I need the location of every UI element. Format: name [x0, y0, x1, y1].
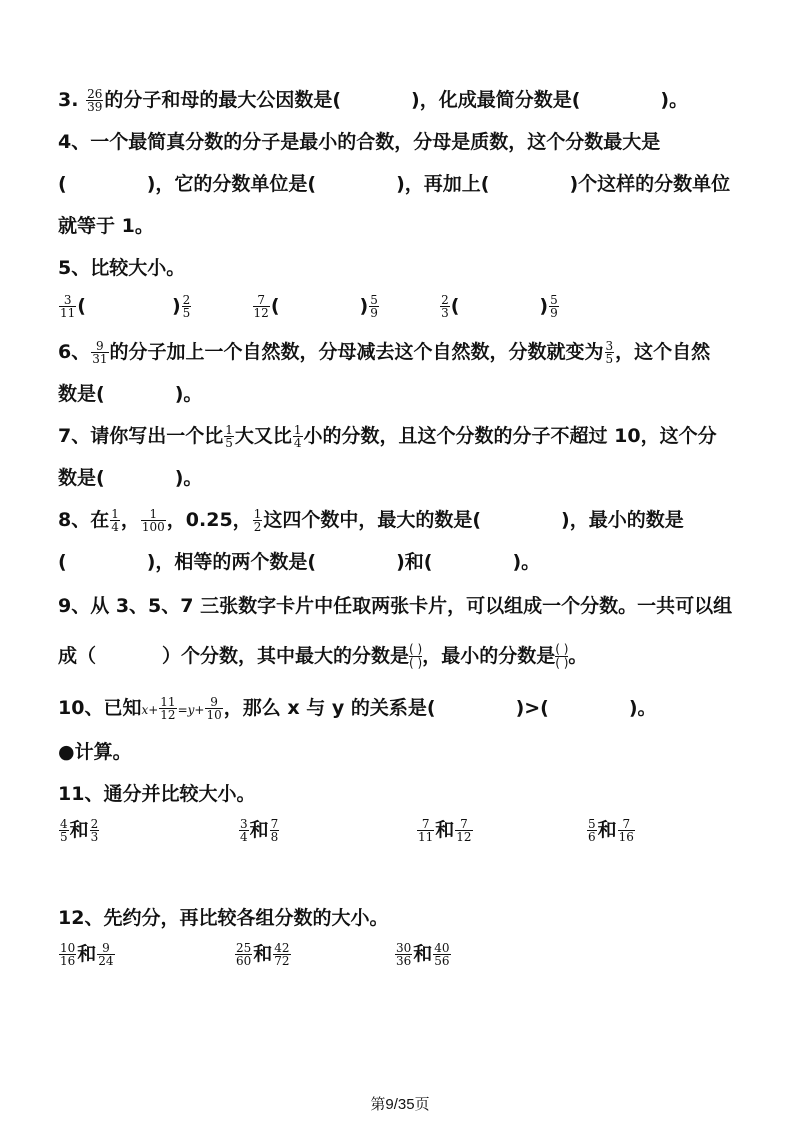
question-text: 9、从 3、5、7 三张数字卡片中任取两张卡片，可以组成一个分数。一共可以组 [58, 595, 733, 617]
question-text: 4、一个最简真分数的分子是最小的合数，分母是质数，这个分数最大是 [58, 131, 661, 153]
compare-pair: $\frac{7}{12}$ ( ) $\frac{5}{9}$ [253, 293, 378, 320]
compare-pair: $\frac{2}{3}$ ( ) $\frac{5}{9}$ [441, 293, 558, 320]
page-number: 第9/35页 [370, 1096, 430, 1113]
question-text: )个这样的分数单位 [569, 173, 731, 195]
question-text: 就等于 1。 [58, 215, 154, 237]
fraction: $\frac{26}{39}$ [87, 87, 103, 114]
question-4-line-2 [58, 170, 760, 198]
compare-pair: $\frac{3}{11}$ ( ) $\frac{2}{5}$ [60, 293, 191, 320]
question-text: )，再加上( [396, 173, 490, 195]
fraction-blank[interactable]: ( ) ( ) [409, 642, 423, 670]
fraction-pair: $\frac{3}{4}$ 和 $\frac{7}{8}$ [240, 817, 279, 844]
question-text: ( [58, 173, 67, 195]
question-number: 3. [58, 89, 79, 111]
question-6-line-2: 数是( )。 [58, 383, 203, 405]
fraction-pair: $\frac{4}{5}$ 和 $\frac{2}{3}$ [60, 817, 99, 844]
question-12-pairs [58, 940, 760, 968]
question-6-line-1: 6、 $\frac{9}{31}$ 的分子加上一个自然数，分母减去这个自然数，分数就变为 $\frac{3}{5}$ ，这个自然 [58, 339, 711, 366]
question-9-line-2: 成（ ）个分数，其中最大的分数是 ( ) ( ) ，最小的分数是 ( ) ( ) 。 [58, 642, 588, 670]
question-4-line-3 [58, 212, 760, 240]
fraction-pair: $\frac{7}{11}$ 和 $\frac{7}{12}$ [418, 817, 472, 844]
question-11-pairs [58, 816, 760, 844]
question-text: 这四个数中，最大的数是( [263, 509, 482, 531]
fraction-pair: $\frac{10}{16}$ 和 $\frac{9}{24}$ [60, 941, 114, 968]
question-text: )，化成最简分数是( [411, 89, 581, 111]
question-9-line-1 [58, 592, 760, 620]
fraction-pair: $\frac{30}{36}$ 和 $\frac{40}{56}$ [396, 941, 450, 968]
question-text: 小的分数，且这个分数的分子不超过 10，这个分 [303, 425, 717, 447]
question-text: 5、比较大小。 [58, 257, 186, 279]
question-5-pairs [58, 292, 760, 320]
fraction-pair: $\frac{5}{6}$ 和 $\frac{7}{16}$ [588, 817, 634, 844]
question-12-title: 12、先约分，再比较各组分数的大小。 [58, 907, 389, 929]
fraction-blank[interactable]: ( ) ( ) [555, 642, 569, 670]
question-8-line-1: 8、在 $\frac{1}{4}$ ， $\frac{1}{100}$ ，0.25， $\frac{1}{2}$ 这四个数中，最大的数是( )，最小的数是 [58, 507, 684, 534]
question-text: )，它的分数单位是( [146, 173, 317, 195]
question-7-line-2: 数是( )。 [58, 467, 203, 489]
question-7-line-1: 7、请你写出一个比 $\frac{1}{5}$ 大又比 $\frac{1}{4}$ 小的分数，且这个分数的分子不超过 10，这个分 [58, 423, 717, 450]
question-11-title: 11、通分并比较大小。 [58, 783, 256, 805]
question-8-line-2: ( )，相等的两个数是( )和( )。 [58, 551, 541, 573]
question-text: 的分子和母的最大公因数是( [104, 89, 342, 111]
question-5-title [58, 254, 760, 282]
fraction-pair: $\frac{25}{60}$ 和 $\frac{42}{72}$ [236, 941, 290, 968]
question-text: )。 [660, 89, 689, 111]
question-3 [58, 86, 760, 114]
question-text: 的分子加上一个自然数，分母减去这个自然数，分数就变为 [109, 341, 604, 363]
question-text: ，这个自然 [615, 341, 711, 363]
section-title: ●计算。 [58, 741, 132, 763]
question-4-line-1 [58, 128, 760, 156]
question-10: 10、已知x+ $\frac{11}{12}$ =y+ $\frac{9}{10}$ ，那么 x 与 y 的关系是( )>( )。 [58, 695, 657, 722]
